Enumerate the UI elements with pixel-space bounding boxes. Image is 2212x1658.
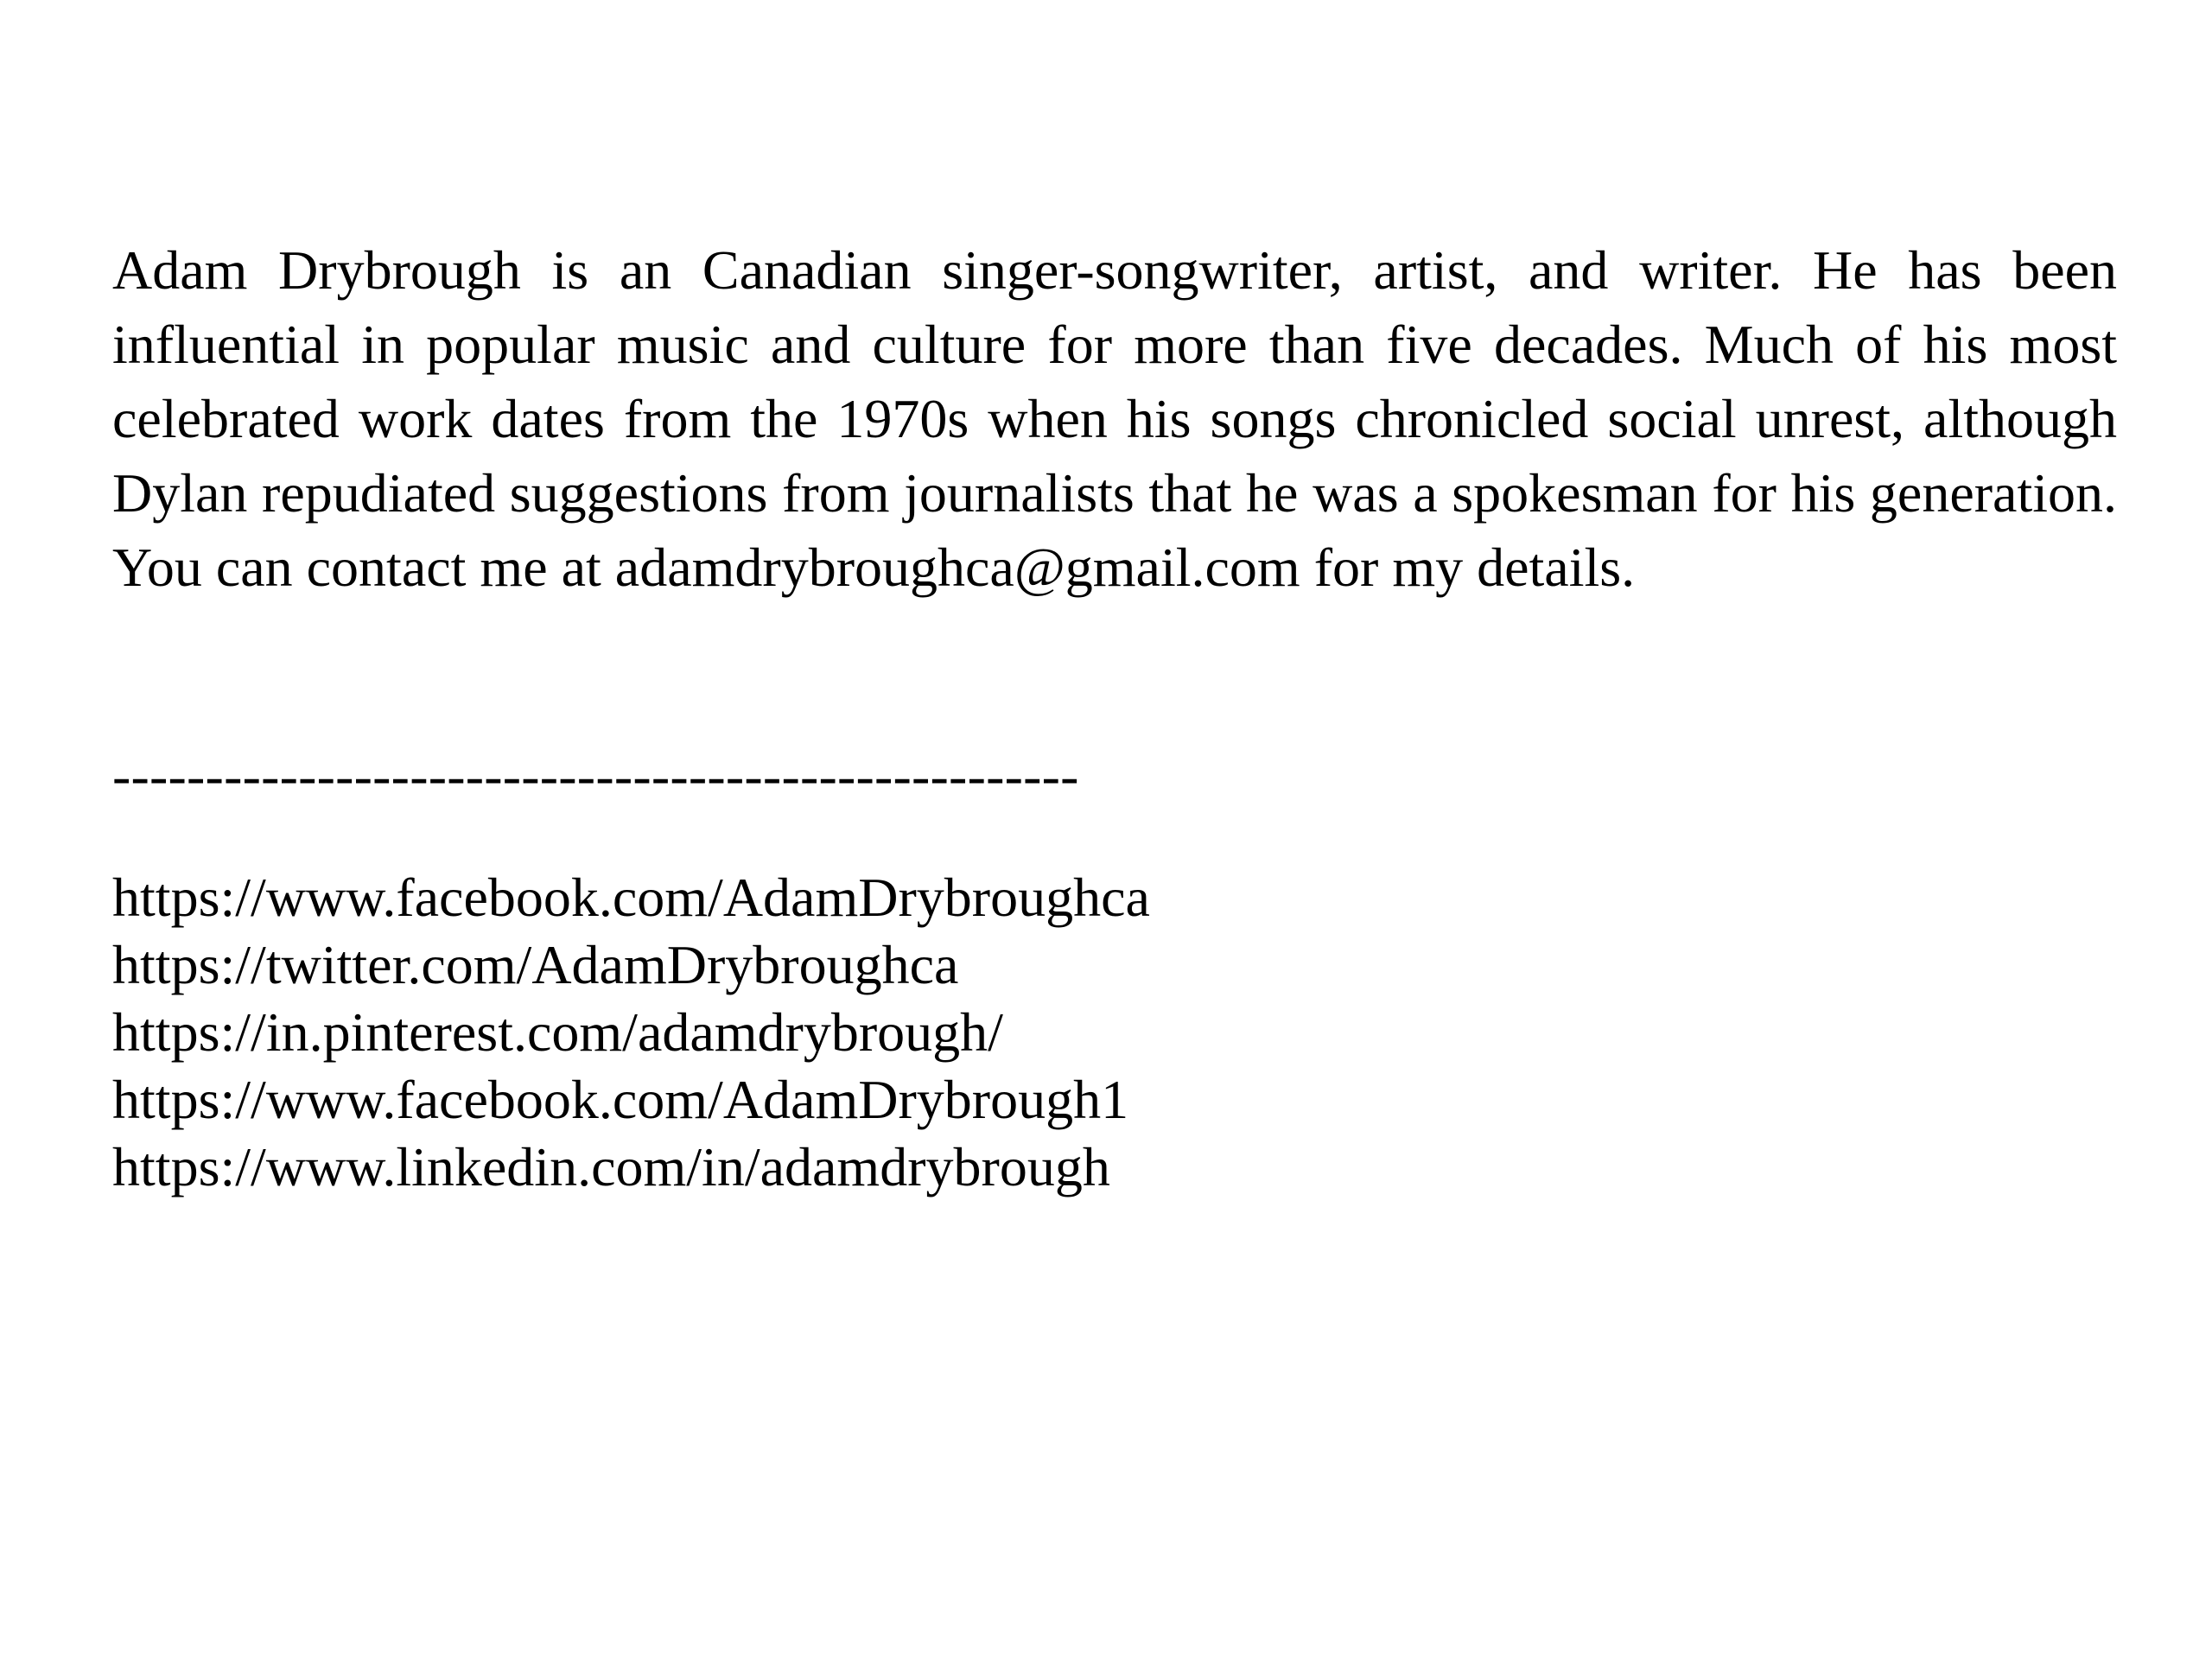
bio-paragraph: Adam Drybrough is an Canadian singer-songwriter, artist, and writer. He has been influential in popular music and culture for more than five decades. Much of his most celebrated work dates from the 1970s when his songs chronicled social unrest, although Dylan repudiated suggestions from journalists that he was a spokesman for his generation. You can contact me at adamdrybroughca@gmail.com for my details.	[112, 239, 2117, 598]
list-item	[112, 1066, 1150, 1134]
list-item	[112, 1134, 1150, 1201]
list-item	[112, 999, 1150, 1066]
list-item	[112, 931, 1150, 999]
facebook-link[interactable]: https://www.facebook.com/AdamDrybroughca	[112, 867, 1150, 928]
linkedin-link[interactable]: https://www.linkedin.com/in/adamdrybrough	[112, 1136, 1110, 1197]
twitter-link[interactable]: https://twitter.com/AdamDrybroughca	[112, 934, 959, 995]
pinterest-link[interactable]: https://in.pinterest.com/adamdrybrough/	[112, 1001, 1003, 1063]
divider-line: ----------------------------------------------------	[112, 745, 1079, 806]
social-links-list	[112, 864, 1150, 1201]
facebook-link-secondary[interactable]: https://www.facebook.com/AdamDrybrough1	[112, 1069, 1129, 1130]
list-item	[112, 864, 1150, 931]
